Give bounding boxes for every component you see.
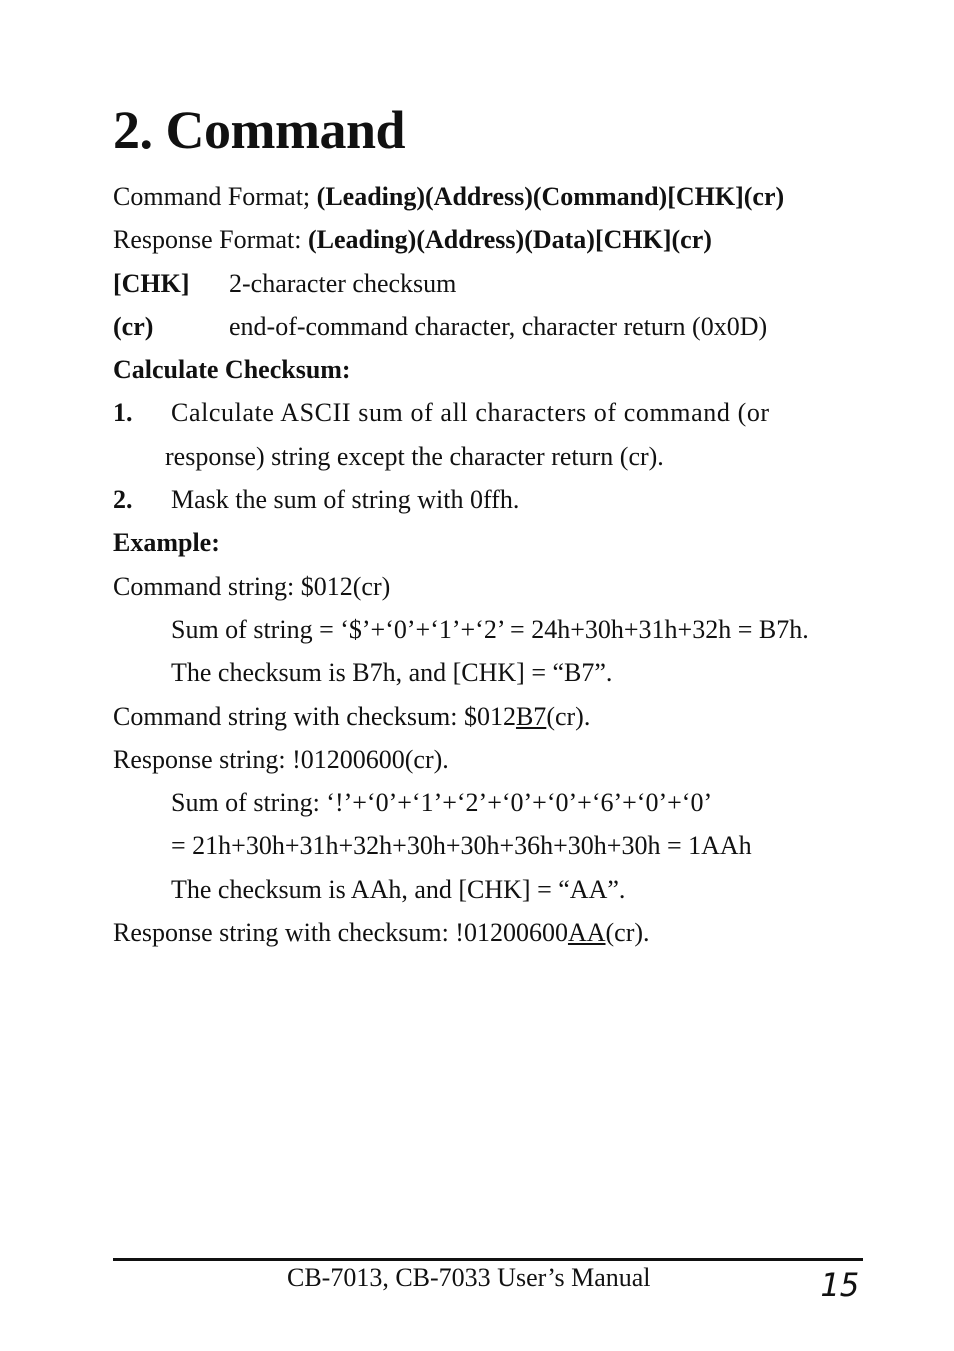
step-text: Mask the sum of string with 0ffh. xyxy=(171,485,520,514)
example-response-with-checksum xyxy=(113,917,650,949)
step-1 xyxy=(113,397,863,429)
response-with-checksum-suffix: (cr). xyxy=(605,918,650,947)
footer-rule xyxy=(113,1258,863,1261)
response-format-line xyxy=(113,224,712,256)
example-response-string: Response string: !01200600(cr). xyxy=(113,745,449,774)
step-number: 1. xyxy=(113,398,133,427)
footer-title: CB-7013, CB-7033 User’s Manual xyxy=(287,1263,651,1292)
example-command-checksum: The checksum is B7h, and [CHK] = “B7”. xyxy=(171,658,613,687)
step-2 xyxy=(113,484,863,516)
command-format-value: (Leading)(Address)(Command)[CHK](cr) xyxy=(316,182,785,211)
example-response-sum-hex: = 21h+30h+31h+32h+30h+30h+36h+30h+30h = 1AAh xyxy=(171,831,752,860)
response-format-value: (Leading)(Address)(Data)[CHK](cr) xyxy=(308,225,712,254)
command-format-line xyxy=(113,181,784,213)
step-number: 2. xyxy=(113,485,133,514)
example-command-sum: Sum of string = ‘$’+‘0’+‘1’+‘2’ = 24h+30h+31h+32h = B7h. xyxy=(171,615,809,644)
command-with-checksum-suffix: (cr). xyxy=(546,702,591,731)
example-title: Example: xyxy=(113,528,220,557)
example-response-sum: Sum of string: ‘!’+‘0’+‘1’+‘2’+‘0’+‘0’+‘6’+‘0’+‘0’ xyxy=(171,788,713,817)
command-with-checksum-prefix: Command string with checksum: $012 xyxy=(113,702,516,731)
example-response-checksum: The checksum is AAh, and [CHK] = “AA”. xyxy=(171,875,626,904)
response-checksum-value: AA xyxy=(567,918,606,947)
calculate-checksum-title: Calculate Checksum: xyxy=(113,355,351,384)
page-title: 2. Command xyxy=(113,100,406,160)
definition-term: [CHK] xyxy=(113,269,190,298)
step-1-continuation: response) string except the character return (cr). xyxy=(165,442,664,471)
definition-chk xyxy=(113,268,863,300)
step-text: Calculate ASCII sum of all characters of command (or xyxy=(171,398,770,427)
command-format-label: Command Format; xyxy=(113,182,317,211)
example-command-string: Command string: $012(cr) xyxy=(113,572,391,601)
definition-desc: 2-character checksum xyxy=(229,269,457,298)
response-with-checksum-prefix: Response string with checksum: !01200600 xyxy=(113,918,568,947)
example-command-with-checksum xyxy=(113,701,590,733)
definition-cr xyxy=(113,311,863,343)
page-number: 15 xyxy=(820,1266,861,1304)
definition-term: (cr) xyxy=(113,312,154,341)
definition-desc: end-of-command character, character return (0x0D) xyxy=(229,312,768,341)
response-format-label: Response Format: xyxy=(113,225,308,254)
command-checksum-value: B7 xyxy=(515,702,547,731)
